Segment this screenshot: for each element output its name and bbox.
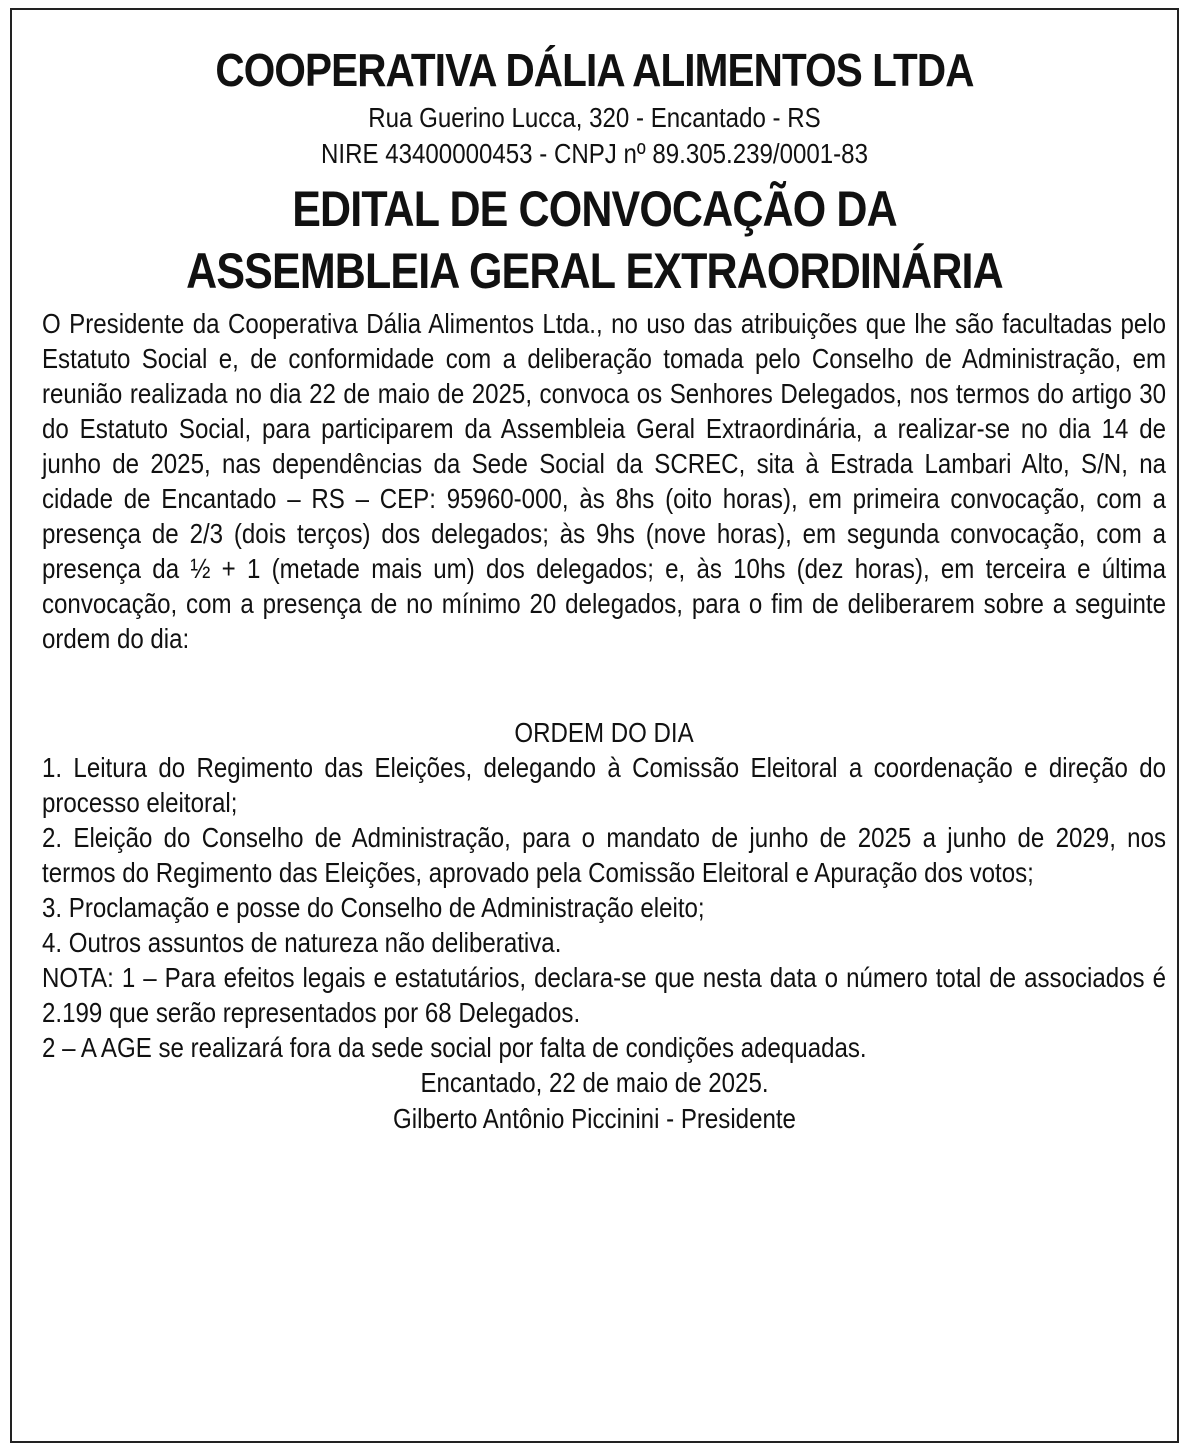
signer: Gilberto Antônio Piccinini - Presidente xyxy=(393,1103,796,1134)
spacer xyxy=(42,656,1166,715)
notice-title-line-1: EDITAL DE CONVOCAÇÃO DA xyxy=(292,181,897,237)
agenda-item-1: 1. Leitura do Regimento das Eleições, delegando à Comissão Eleitoral a coordenação e direção do processo eleitoral; xyxy=(42,752,1167,818)
note-1: NOTA: 1 – Para efeitos legais e estatutários, declara-se que nesta data o número total de associados é 2.199 que serão representados por 68 Delegados. xyxy=(42,962,1167,1028)
agenda-item-3: 3. Proclamação e posse do Conselho de Administração eleito; xyxy=(42,892,705,923)
notice-title-line-2: ASSEMBLEIA GERAL EXTRAORDINÁRIA xyxy=(186,243,1003,299)
notice-body: O Presidente da Cooperativa Dália Alimentos Ltda., no uso das atribuições que lhe são facultadas pelo Estatuto Social e, de conformidade com a deliberação tomada pelo Conselho de Administração, em reunião realizada no dia 22 de maio de 2025, convoca os Senhores Delegados, nos termos do artigo 30 do Estatuto Social, para participarem da Assembleia Geral Extraordinária, a realizar-se no dia 14 de junho de 2025, nas dependências da Sede Social da SCREC, sita à Estrada Lambari Alto, S/N, na cidade de Encantado – RS – CEP: 95960-000, às 8hs (oito horas), em primeira convocação, com a presença de 2/3 (dois terços) dos delegados; às 9hs (nove horas), em segunda convocação, com a presença da ½ + 1 (metade mais um) dos delegados; e, às 10hs (dez horas), em terceira e última convocação, com a presença de no mínimo 20 delegados, para o fim de deliberarem sobre a seguinte ordem do dia: xyxy=(42,308,1167,654)
place-date: Encantado, 22 de maio de 2025. xyxy=(420,1067,769,1098)
notice-text-block xyxy=(42,306,1166,1065)
agenda-item-2: 2. Eleição do Conselho de Administração, para o mandato de junho de 2025 a junho de 2029, nos termos do Regimento das Eleições, aprovado pela Comissão Eleitoral e Apuração dos votos; xyxy=(42,822,1167,888)
company-address: Rua Guerino Lucca, 320 - Encantado - RS xyxy=(368,102,821,133)
agenda-item-4: 4. Outros assuntos de natureza não deliberativa. xyxy=(42,927,562,958)
notice-frame xyxy=(10,8,1179,1443)
notice-title xyxy=(42,178,1147,302)
company-name: COOPERATIVA DÁLIA ALIMENTOS LTDA xyxy=(215,44,974,96)
note-2: 2 – A AGE se realizará fora da sede social por falta de condições adequadas. xyxy=(42,1032,867,1063)
company-registry: NIRE 43400000453 - CNPJ nº 89.305.239/0001-83 xyxy=(321,138,868,169)
agenda-heading: ORDEM DO DIA xyxy=(514,717,694,748)
notice-content xyxy=(42,40,1167,1137)
